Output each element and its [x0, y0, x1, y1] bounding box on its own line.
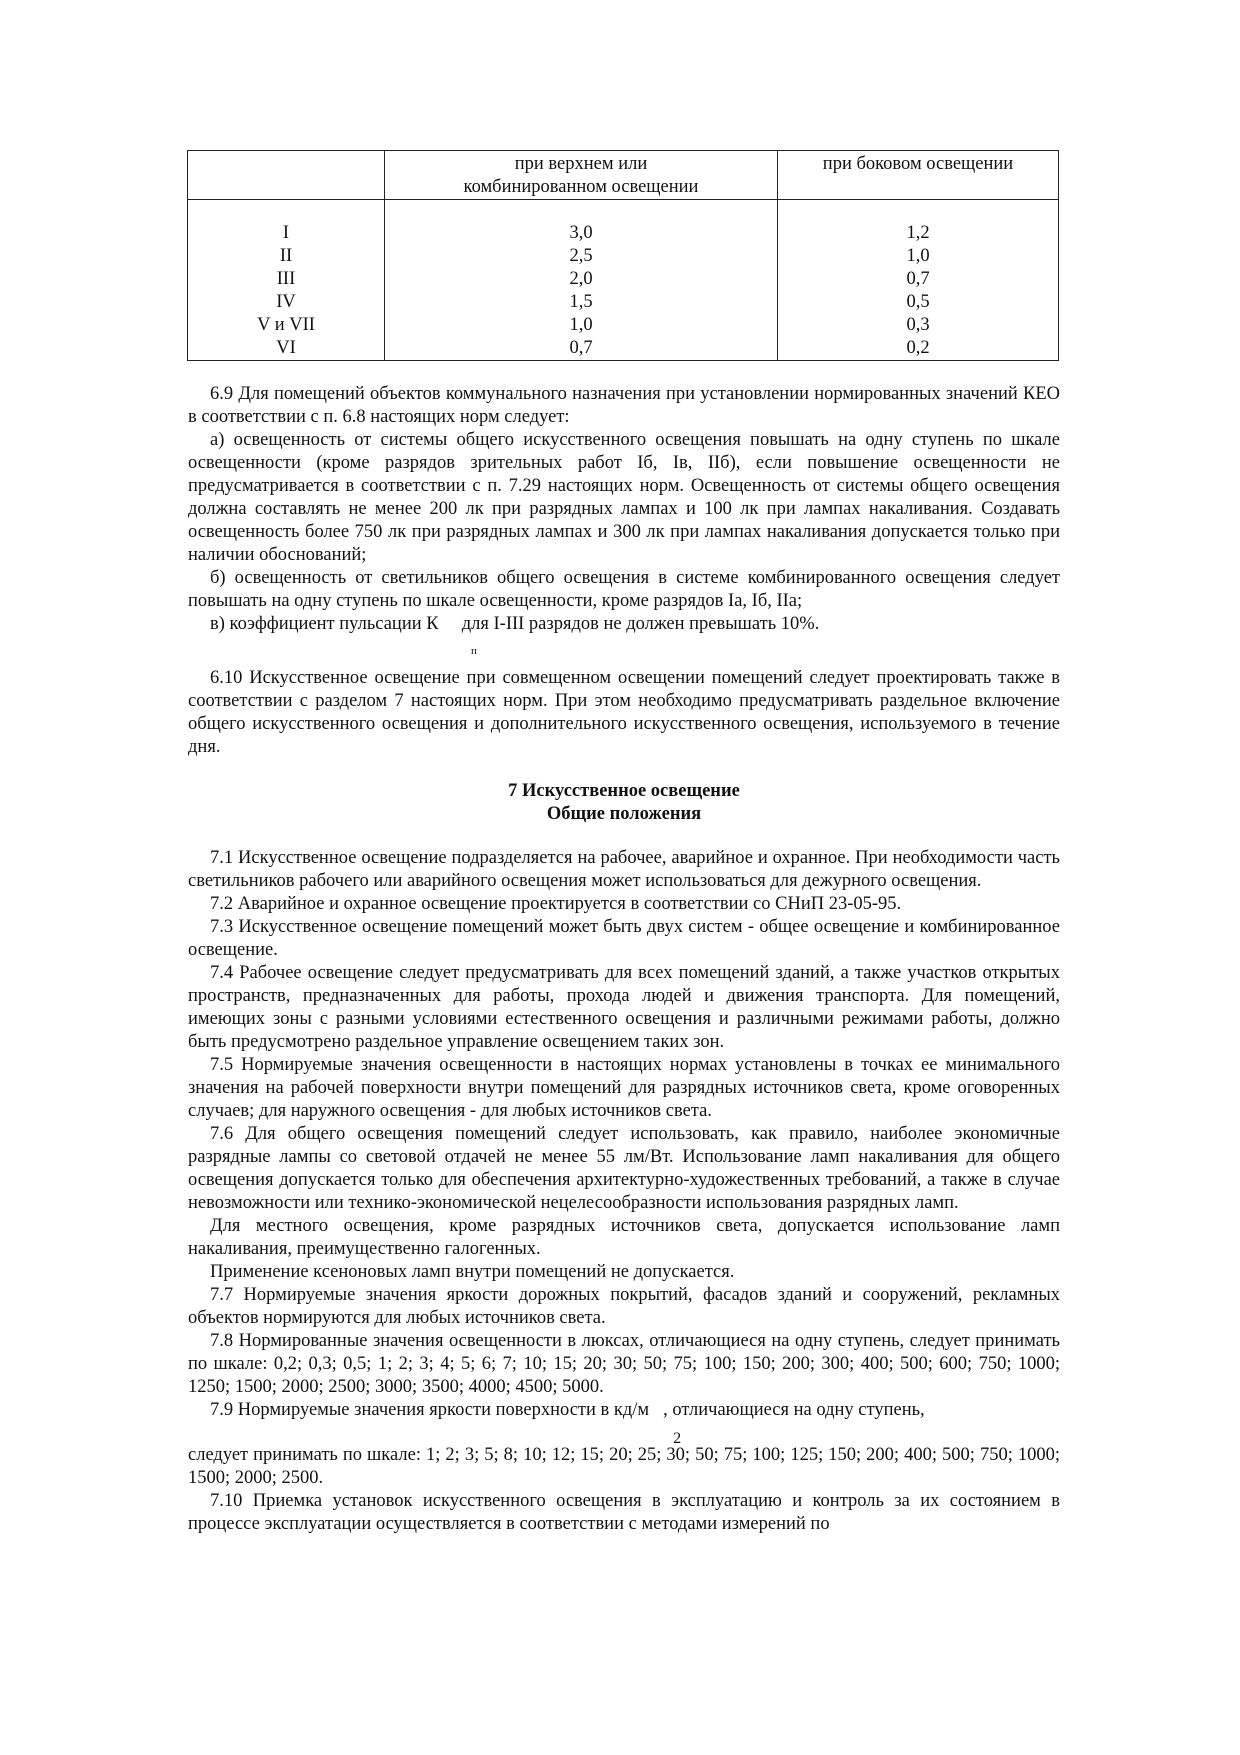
table-cell: 2,0: [569, 269, 593, 289]
table-col-side: [778, 200, 1059, 361]
paragraph-6-9-v: [188, 613, 1060, 636]
paragraph-7-1: 7.1 Искусственное освещение подразделяется на рабочее, аварийное и охранное. При необходимости часть светильников рабочего или аварийного освещения может использоваться для дежурного освещения.: [188, 848, 1060, 891]
paragraph-6-9-b: б) освещенность от светильников общего освещения в системе комбинированного освещения следует повышать на одну ступень по шкале освещенности, кроме разрядов Iа, Iб, IIа;: [188, 568, 1060, 611]
table-header-cell-top-lighting: [385, 151, 778, 200]
table-cell: 1,0: [569, 315, 593, 335]
paragraph-7-9-pre: 7.9 Нормируемые значения яркости поверхности в кд/м: [210, 1400, 650, 1420]
table-cell: I: [282, 223, 290, 243]
table-cell: 1,5: [569, 292, 593, 312]
header-line: комбинированном освещении: [463, 177, 699, 197]
keo-table: [187, 150, 1059, 361]
paragraph-7-9-post: , отличающиеся на одну ступень,: [663, 1400, 925, 1420]
paragraph-7-6: 7.6 Для общего освещения помещений следует использовать, как правило, наиболее экономичные разрядные лампы со световой отдачей не менее 55 лм/Вт. Использование ламп накаливания для общего освещения допускается только для обеспечения архитектурно-художественных требований, а также в случае невозможности или технико-экономической нецелесообразности использования разрядных ламп.: [188, 1124, 1060, 1213]
section-heading: 7 Искусственное освещение: [508, 781, 740, 801]
paragraph-7-9: [188, 1399, 1060, 1447]
paragraph-6-9-v-post: для I-III разрядов не должен превышать 10%.: [461, 614, 820, 634]
table-cell: 3,0: [569, 223, 593, 243]
table-header-cell-empty: [188, 151, 385, 200]
table-cell: 0,5: [906, 292, 930, 312]
table-cell: 0,7: [569, 338, 593, 358]
paragraph-7-4: 7.4 Рабочее освещение следует предусматривать для всех помещений зданий, а также участков открытых пространств, предназначенных для работы, прохода людей и движения транспорта. Для помещений, имеющих зоны с разными условиями естественного освещения и различными режимами работы, должно быть предусмотрено раздельное управление освещением таких зон.: [188, 963, 1060, 1052]
paragraph-7-9-cont: следует принимать по шкале: 1; 2; 3; 5; 8; 10; 12; 15; 20; 25; 30; 50; 75; 100; 125; 150; 200; 400; 500; 750; 1000; 1500; 2000; 2500.: [188, 1445, 1060, 1488]
table-cell: IV: [276, 292, 296, 312]
header-line: при боковом освещении: [822, 154, 1014, 174]
header-line: при верхнем или: [514, 154, 648, 174]
table-cell: 1,2: [906, 223, 930, 243]
document-page: [188, 150, 1060, 1536]
table-header-cell-side-lighting: [778, 151, 1059, 200]
paragraph-7-10: 7.10 Приемка установок искусственного освещения в эксплуатацию и контроль за их состоянием в процессе эксплуатации осуществляется в соответствии с методами измерений по: [188, 1491, 1060, 1534]
table-cell: 2,5: [569, 246, 593, 266]
subscript-p: п: [471, 645, 477, 657]
paragraph-6-10: 6.10 Искусственное освещение при совмещенном освещении помещений следует проектировать также в соответствии с разделом 7 настоящих норм. При этом необходимо предусматривать раздельное включение общего искусственного освещения и дополнительного искусственного освещения, используемого в течение дня.: [188, 668, 1060, 757]
table-cell: III: [276, 269, 296, 289]
table-cell: 0,2: [906, 338, 930, 358]
table-body-row: [188, 200, 1059, 361]
table-col-group: [188, 200, 385, 361]
paragraph-7-3: 7.3 Искусственное освещение помещений может быть двух систем - общее освещение и комбинированное освещение.: [188, 917, 1060, 960]
paragraph-6-9: 6.9 Для помещений объектов коммунального назначения при установлении нормированных значений КЕО в соответствии с п. 6.8 настоящих норм следует:: [188, 384, 1060, 427]
table-cell: 1,0: [906, 246, 930, 266]
paragraph-7-6-xenon: Применение ксеноновых ламп внутри помещений не допускается.: [210, 1262, 735, 1282]
table-header-row: [188, 151, 1059, 200]
table-cell: 0,7: [906, 269, 930, 289]
paragraph-6-9-v-pre: в) коэффициент пульсации К: [210, 614, 439, 634]
paragraph-7-8: 7.8 Нормированные значения освещенности в люксах, отличающиеся на одну ступень, следует принимать по шкале: 0,2; 0,3; 0,5; 1; 2; 3; 4; 5; 6; 7; 10; 15; 20; 30; 50; 75; 100; 150; 200; 300; 400; 500; 600; 750; 1000; 1250; 1500; 2000; 2500; 3000; 3500; 4000; 4500; 5000.: [188, 1331, 1060, 1397]
paragraph-7-7: 7.7 Нормируемые значения яркости дорожных покрытий, фасадов зданий и сооружений, рекламных объектов нормируются для любых источников света.: [188, 1285, 1060, 1328]
paragraph-6-9-a: а) освещенность от системы общего искусственного освещения повышать на одну ступень по шкале освещенности (кроме разрядов зрительных работ Iб, Iв, IIб), если повышение освещенности не предусматривается в соответствии с п. 7.29 настоящих норм. Освещенность от системы общего освещения должна составлять не менее 200 лк при разрядных лампах и 100 лк при лампах накаливания. Создавать освещенность более 750 лк при разрядных лампах и 300 лк при лампах накаливания допускается только при наличии обоснований;: [188, 430, 1060, 565]
table-cell: VI: [276, 338, 296, 358]
table-cell: 0,3: [906, 315, 930, 335]
superscript-2: 2: [673, 1430, 682, 1447]
paragraph-7-2: 7.2 Аварийное и охранное освещение проектируется в соответствии со СНиП 23-05-95.: [210, 894, 902, 914]
table-col-top: [385, 200, 778, 361]
table-cell: II: [279, 246, 293, 266]
section-subheading: Общие положения: [546, 804, 702, 824]
paragraph-7-5: 7.5 Нормируемые значения освещенности в настоящих нормах установлены в точках ее минимального значения на рабочей поверхности внутри помещений для разрядных источников света, кроме оговоренных случаев; для наружного освещения - для любых источников света.: [188, 1055, 1060, 1121]
table-cell: V и VII: [257, 315, 315, 335]
paragraph-7-6-local: Для местного освещения, кроме разрядных источников света, допускается использование ламп накаливания, преимущественно галогенных.: [188, 1216, 1060, 1259]
